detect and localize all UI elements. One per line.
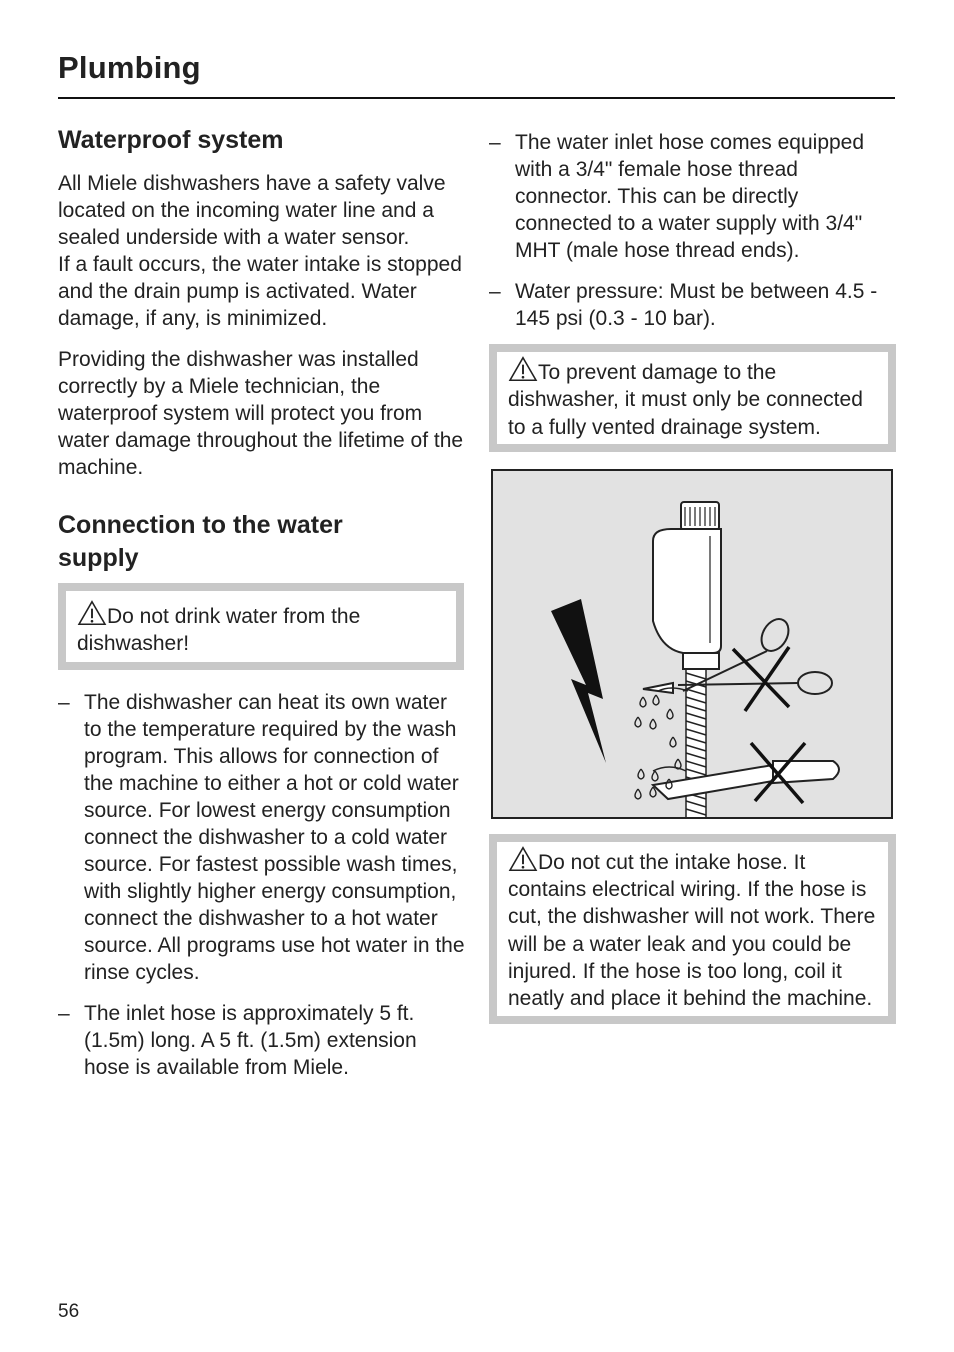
connection-heading-line2: supply bbox=[58, 544, 139, 572]
cut-warning-text: Do not cut the intake hose. It contains electrical wiring. If the hose is cut, the dishwasher will not work. There will be a water leak and you could be injured. If the hose is too long, coil it neatly and place it behind the machine. bbox=[508, 850, 876, 1011]
cut-warning-box bbox=[489, 834, 896, 1024]
drink-warning-box bbox=[58, 583, 464, 670]
right-column bbox=[489, 124, 896, 1024]
connection-heading bbox=[58, 509, 398, 575]
drink-warning-text: Do not drink water from the dishwasher! bbox=[77, 605, 361, 656]
dash-bullet: – bbox=[489, 280, 501, 303]
cut-warning bbox=[497, 842, 888, 1016]
waterproof-text-2: Providing the dishwasher was installed correctly by a Miele technician, the waterproof system will protect you from water damage throughout the lifetime of the machine. bbox=[58, 348, 464, 479]
waterproof-heading: Waterproof system bbox=[58, 126, 284, 154]
left-column bbox=[58, 124, 468, 1081]
warning-triangle-icon bbox=[508, 846, 538, 872]
page-number: 56 bbox=[58, 1301, 80, 1322]
lightning-bolt-icon bbox=[551, 599, 606, 763]
hose-illustration-svg bbox=[493, 471, 891, 817]
dash-bullet: – bbox=[489, 131, 501, 154]
list-item-text: The water inlet hose comes equipped with a 3/4" female hose thread connector. This can be directly connected to a water supply with 3/4" MHT (male hose thread ends). bbox=[515, 131, 865, 262]
drain-warning-text: To prevent damage to the dishwasher, it must only be connected to a fully vented drainage system. bbox=[508, 361, 863, 439]
drain-warning-box bbox=[489, 344, 896, 452]
list-item bbox=[489, 129, 896, 264]
waterproof-text-1a: All Miele dishwashers have a safety valve located on the incoming water line and a sealed underside with a water sensor. bbox=[58, 172, 446, 249]
drain-warning bbox=[497, 352, 888, 444]
drink-warning bbox=[66, 591, 456, 662]
list-item bbox=[58, 1000, 468, 1081]
list-item bbox=[489, 278, 896, 332]
connection-heading-line1: Connection to the water bbox=[58, 511, 343, 539]
warning-triangle-icon bbox=[77, 600, 107, 626]
page-title: Plumbing bbox=[58, 50, 201, 85]
list-item bbox=[58, 689, 468, 986]
cross-mark-icon bbox=[733, 647, 789, 711]
list-item-text: Water pressure: Must be between 4.5 - 145 psi (0.3 - 10 bar). bbox=[515, 280, 878, 330]
list-item-text: The inlet hose is approximately 5 ft. (1.5m) long. A 5 ft. (1.5m) extension hose is available from Miele. bbox=[84, 1001, 417, 1079]
title-divider bbox=[58, 97, 895, 99]
dash-bullet: – bbox=[58, 690, 70, 714]
safety-valve-icon bbox=[653, 502, 721, 669]
waterproof-text-1b: If a fault occurs, the water intake is stopped and the drain pump is activated. Water damage, if any, is minimized. bbox=[58, 253, 462, 330]
dash-bullet: – bbox=[58, 1001, 70, 1025]
warning-triangle-icon bbox=[508, 356, 538, 382]
hose-cut-illustration bbox=[491, 469, 893, 819]
list-item-text: The dishwasher can heat its own water to the temperature required by the wash program. This allows for connection of the machine to either a hot or cold water source. For lowest energy consumption connect the dishwasher to a cold water source. For fastest possible wash times, with slightly higher energy consumption, connect the dishwasher to a hot water source. All programs use hot water in the rinse cycles. bbox=[84, 690, 465, 984]
